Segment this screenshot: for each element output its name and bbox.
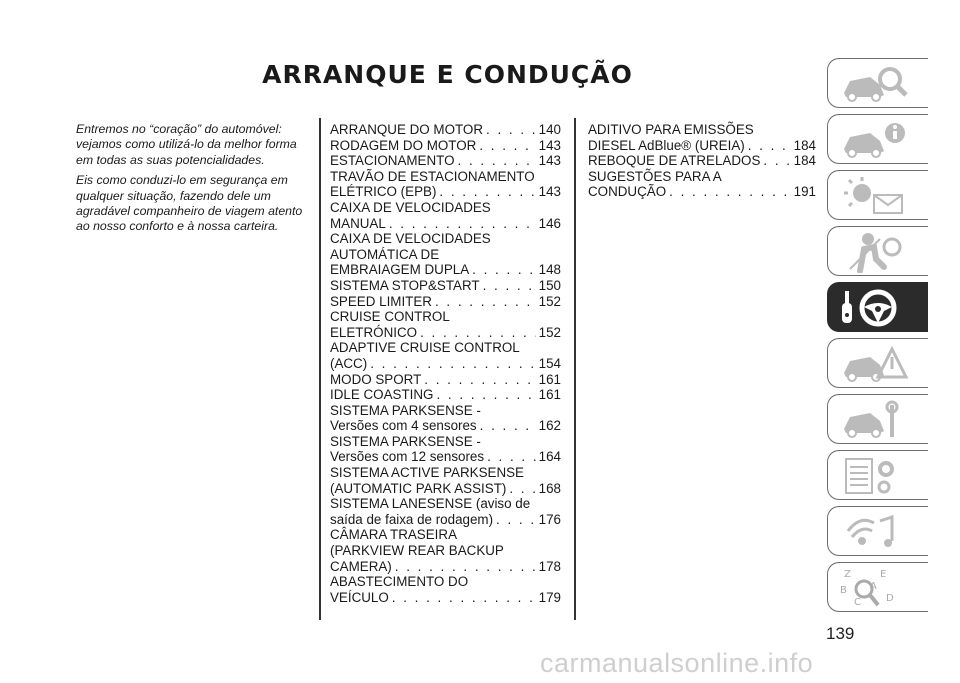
intro-paragraph-2: Eis como conduzi-lo em segurança em qualquer situação, fazendo dele um agradável companheiro de viagem atento ao nosso conforto e à nossa carteira. — [76, 173, 303, 234]
toc-entry-line — [330, 574, 561, 590]
toc-entry-line — [330, 231, 561, 247]
toc-dot-leader — [435, 294, 536, 310]
toc-entry-title: REBOQUE DE ATRELADOS — [588, 153, 761, 169]
toc-page-number: 152 — [538, 324, 561, 340]
toc-entry-title: CAIXA DE VELOCIDADES — [330, 231, 491, 247]
toc-entry-line — [330, 262, 561, 278]
tab-starting-driving[interactable] — [827, 282, 928, 332]
toc-page-number: 168 — [538, 480, 561, 496]
multimedia-wifi-note-icon — [840, 511, 920, 553]
tab-technical-data[interactable] — [827, 450, 928, 500]
toc-entry-line — [330, 138, 561, 154]
toc-dot-leader — [763, 153, 790, 169]
toc-entry-title: SISTEMA PARKSENSE - — [330, 433, 481, 449]
toc-entry[interactable] — [330, 294, 561, 310]
toc-dot-leader — [424, 372, 535, 388]
toc-page-number: 162 — [538, 418, 561, 434]
toc-entry-line — [330, 449, 561, 465]
toc-dot-leader — [483, 278, 536, 294]
toc-entry-line — [588, 184, 816, 200]
toc-dot-leader — [458, 153, 536, 169]
toc-page-number: 178 — [538, 558, 561, 574]
toc-entry-title: CÂMARA TRASEIRA — [330, 527, 457, 543]
toc-entry-title: TRAVÃO DE ESTACIONAMENTO — [330, 168, 535, 184]
toc-entry-line — [330, 403, 561, 419]
toc-entry-line — [330, 247, 561, 263]
toc-entry[interactable] — [330, 169, 561, 200]
toc-page-number: 140 — [538, 122, 561, 137]
toc-entry-title: saída de faixa de rodagem) — [330, 511, 494, 527]
toc-entry-line — [330, 153, 561, 169]
index-letter-c: C — [854, 597, 861, 608]
toc-entry-line — [330, 590, 561, 606]
toc-entry-title: (AUTOMATIC PARK ASSIST) — [330, 480, 507, 496]
car-search-icon — [840, 63, 920, 105]
tab-multimedia[interactable] — [827, 506, 928, 556]
toc-entry-line — [330, 216, 561, 232]
toc-entry-title: DIESEL AdBlue® (UREIA) — [588, 137, 745, 153]
index-letter-a: A — [870, 581, 877, 592]
toc-dot-leader — [748, 138, 791, 154]
toc-entry[interactable] — [330, 574, 561, 605]
toc-dot-leader — [496, 512, 536, 528]
toc-dot-leader — [392, 590, 536, 606]
page-title: ARRANQUE E CONDUÇÃO — [262, 60, 633, 89]
toc-page-number: 161 — [538, 387, 561, 403]
toc-page-number: 152 — [538, 293, 561, 309]
tab-car-info[interactable] — [827, 114, 928, 164]
toc-entry-title: SPEED LIMITER — [330, 293, 432, 309]
index-letter-b: B — [840, 585, 847, 596]
tab-safety[interactable] — [827, 226, 928, 276]
toc-entry-line — [330, 559, 561, 575]
toc-dot-leader — [669, 184, 791, 200]
toc-entry-title: MODO SPORT — [330, 371, 422, 387]
toc-entry[interactable] — [330, 138, 561, 154]
toc-entry-title: ESTACIONAMENTO — [330, 153, 455, 169]
index-letter-d: D — [886, 593, 894, 604]
toc-entry-line — [330, 169, 561, 185]
toc-entry-line — [330, 184, 561, 200]
toc-entry-title: CAIXA DE VELOCIDADES — [330, 199, 491, 215]
toc-entry-title: (ACC) — [330, 355, 368, 371]
index-letter-e: E — [880, 569, 887, 580]
toc-entry-line — [330, 527, 561, 543]
toc-entry-line — [330, 543, 561, 559]
toc-entry-line — [330, 325, 561, 341]
watermark: carmanualsonline.info — [540, 648, 814, 678]
toc-entry[interactable] — [588, 122, 816, 153]
toc-entry-title: ELETRÓNICO — [330, 324, 418, 340]
toc-page-number: 150 — [538, 277, 561, 293]
toc-entry[interactable] — [330, 465, 561, 496]
toc-entry-line — [330, 200, 561, 216]
toc-page-number: 161 — [538, 371, 561, 387]
toc-entry-title: VEÍCULO — [330, 589, 389, 605]
toc-entry-line — [330, 465, 561, 481]
toc-entry-title: CONDUÇÃO — [588, 184, 667, 200]
toc-entry-title: ARRANQUE DO MOTOR — [330, 122, 484, 137]
column-divider-left — [319, 118, 321, 620]
toc-page-number: 143 — [538, 137, 561, 153]
intro-paragraph-1: Entremos no “coração” do automóvel: vejamos como utilizá-lo da melhor forma em todas as suas potencialidades. — [76, 122, 297, 167]
toc-entry-line — [330, 512, 561, 528]
toc-entry-line — [330, 387, 561, 403]
toc-entry-title: IDLE COASTING — [330, 387, 434, 403]
toc-dot-leader — [395, 559, 536, 575]
toc-entry-title: Versões com 4 sensores — [330, 418, 477, 434]
toc-page-number: 184 — [793, 137, 816, 153]
toc-dot-leader — [439, 184, 535, 200]
toc-entry-line — [588, 122, 816, 138]
toc-page-number: 176 — [538, 511, 561, 527]
column-divider-right — [574, 118, 576, 620]
toc-dot-leader — [370, 356, 535, 372]
toc-entry-title: EMBRAIAGEM DUPLA — [330, 262, 470, 278]
alphabetical-index-icon — [840, 567, 920, 609]
toc-entry-line — [588, 138, 816, 154]
toc-entry-line — [588, 153, 816, 169]
toc-page-number: 164 — [538, 449, 561, 465]
toc-dot-leader — [389, 216, 536, 232]
car-hazard-triangle-icon — [840, 343, 920, 385]
toc-page-number: 146 — [538, 215, 561, 231]
toc-entry[interactable] — [330, 387, 561, 403]
document-gear-icon — [840, 455, 920, 497]
toc-entry[interactable] — [330, 403, 561, 434]
tab-warning-lights[interactable] — [827, 170, 928, 220]
toc-entry-title: CAMERA) — [330, 558, 392, 574]
toc-dot-leader — [486, 122, 536, 138]
toc-dot-leader — [420, 325, 536, 341]
toc-entry-title: SISTEMA STOP&START — [330, 277, 480, 293]
toc-page-number: 154 — [538, 355, 561, 371]
toc-page-number: 179 — [538, 589, 561, 605]
toc-entry-title: ELÉTRICO (EPB) — [330, 184, 437, 200]
toc-dot-leader — [487, 449, 536, 465]
toc-dot-leader — [509, 481, 535, 497]
toc-page-number: 191 — [793, 184, 816, 200]
toc-entry-title: SISTEMA PARKSENSE - — [330, 402, 481, 418]
toc-entry-line — [330, 356, 561, 372]
toc-entry-title: ADITIVO PARA EMISSÕES — [588, 122, 754, 137]
toc-entry-title: AUTOMÁTICA DE — [330, 246, 440, 262]
toc-entry-line — [330, 309, 561, 325]
toc-entry-line — [330, 340, 561, 356]
key-steering-wheel-icon — [840, 287, 920, 329]
toc-entry-title: SISTEMA LANESENSE (aviso de — [330, 496, 531, 512]
toc-entry-line — [330, 496, 561, 512]
toc-entry-line — [330, 372, 561, 388]
toc-entry-title: (PARKVIEW REAR BACKUP — [330, 543, 504, 559]
toc-column-middle — [330, 122, 561, 605]
toc-entry[interactable] — [588, 153, 816, 169]
toc-entry[interactable] — [588, 169, 816, 200]
toc-page-number: 143 — [538, 153, 561, 169]
toc-entry-title: SUGESTÕES PARA A — [588, 168, 722, 184]
toc-entry[interactable] — [330, 496, 561, 527]
toc-dot-leader — [436, 387, 535, 403]
toc-entry[interactable] — [330, 200, 561, 231]
toc-entry-line — [330, 418, 561, 434]
index-letter-z: Z — [844, 569, 851, 580]
toc-entry[interactable] — [330, 527, 561, 574]
tab-index[interactable] — [827, 562, 928, 612]
toc-page-number: 143 — [538, 184, 561, 200]
page-number: 139 — [826, 624, 855, 643]
toc-entry-title: CRUISE CONTROL — [330, 309, 450, 325]
toc-page-number: 184 — [793, 153, 816, 169]
warning-light-message-icon — [840, 175, 920, 217]
toc-entry-line — [330, 434, 561, 450]
toc-entry[interactable] — [330, 309, 561, 340]
toc-entry[interactable] — [330, 153, 561, 169]
toc-entry-line — [330, 294, 561, 310]
toc-entry-title: MANUAL — [330, 215, 386, 231]
toc-dot-leader — [472, 262, 536, 278]
toc-entry-line — [330, 481, 561, 497]
toc-entry-title: ABASTECIMENTO DO — [330, 574, 469, 590]
airbag-seat-icon — [840, 231, 920, 273]
intro-text — [76, 122, 304, 240]
toc-entry[interactable] — [330, 122, 561, 138]
toc-column-right — [588, 122, 816, 200]
toc-entry[interactable] — [330, 372, 561, 388]
toc-entry[interactable] — [330, 434, 561, 465]
toc-entry-line — [330, 278, 561, 294]
toc-entry-line — [330, 122, 561, 138]
toc-entry[interactable] — [330, 278, 561, 294]
toc-entry-title: RODAGEM DO MOTOR — [330, 137, 477, 153]
car-wrench-icon — [840, 399, 920, 441]
toc-entry-title: SISTEMA ACTIVE PARKSENSE — [330, 465, 524, 481]
toc-entry-line — [588, 169, 816, 185]
toc-entry-title: ADAPTIVE CRUISE CONTROL — [330, 340, 520, 356]
toc-dot-leader — [479, 138, 535, 154]
toc-dot-leader — [480, 418, 536, 434]
car-info-icon — [840, 119, 920, 161]
tab-car-search[interactable] — [827, 58, 928, 108]
tab-maintenance[interactable] — [827, 394, 928, 444]
toc-page-number: 148 — [538, 262, 561, 278]
toc-entry[interactable] — [330, 340, 561, 371]
toc-entry-title: Versões com 12 sensores — [330, 449, 485, 465]
tab-emergency[interactable] — [827, 338, 928, 388]
toc-entry[interactable] — [330, 231, 561, 278]
